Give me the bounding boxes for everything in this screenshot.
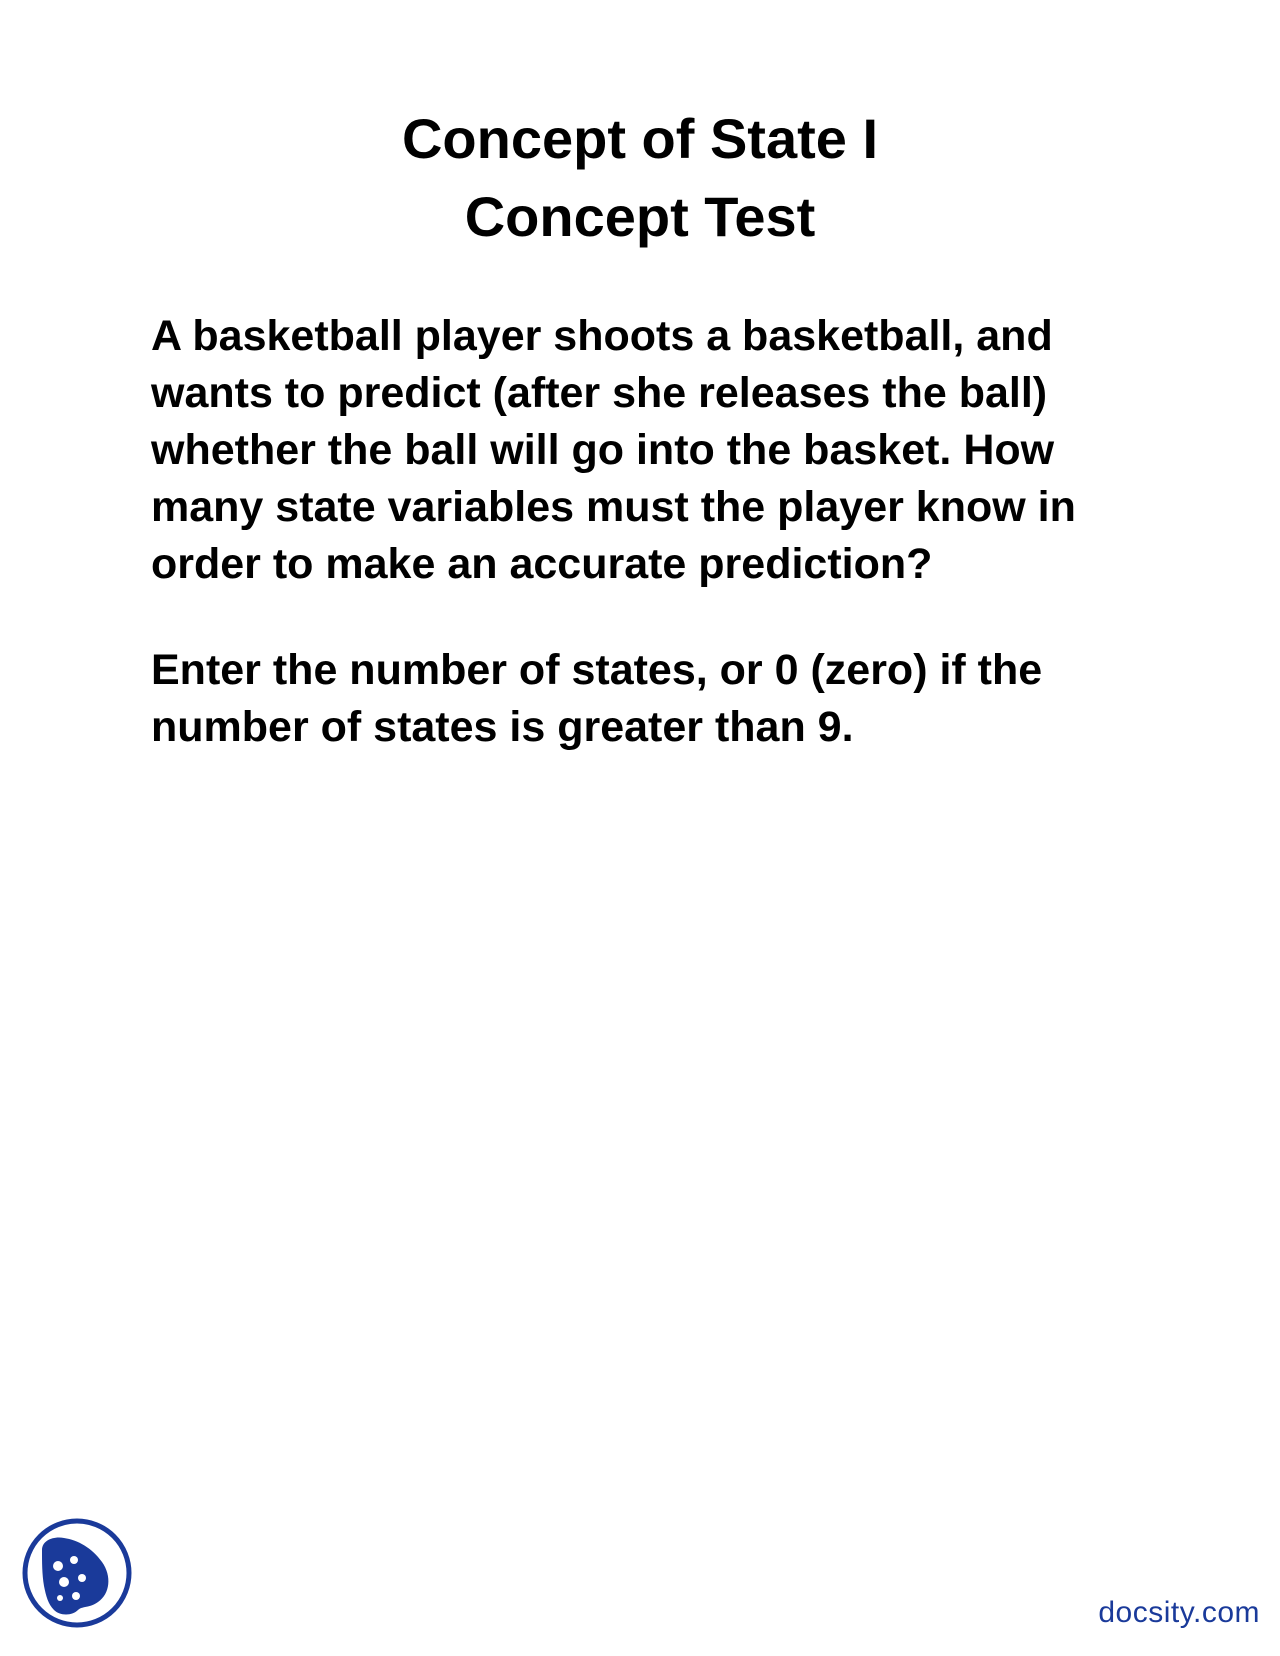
question-line: whether the ball will go into the basket. How	[151, 426, 1055, 474]
title-line-2: Concept Test	[464, 185, 816, 248]
question-text	[151, 308, 1151, 593]
title-line-1: Concept of State I	[401, 107, 879, 170]
question-line: A basketball player shoots a basketball, and	[151, 312, 1053, 360]
instruction-line: Enter the number of states, or 0 (zero) if the	[151, 646, 1043, 694]
page-title	[0, 100, 1280, 256]
docsity-brand-link[interactable]: docsity.com	[1098, 1596, 1260, 1629]
instruction-text	[151, 642, 1151, 756]
question-line: wants to predict (after she releases the ball)	[151, 369, 1048, 417]
docsity-logo-icon	[20, 1516, 134, 1630]
instruction-line: number of states is greater than 9.	[151, 703, 854, 751]
question-line: many state variables must the player know in	[151, 483, 1076, 531]
question-line: order to make an accurate prediction?	[151, 540, 933, 588]
